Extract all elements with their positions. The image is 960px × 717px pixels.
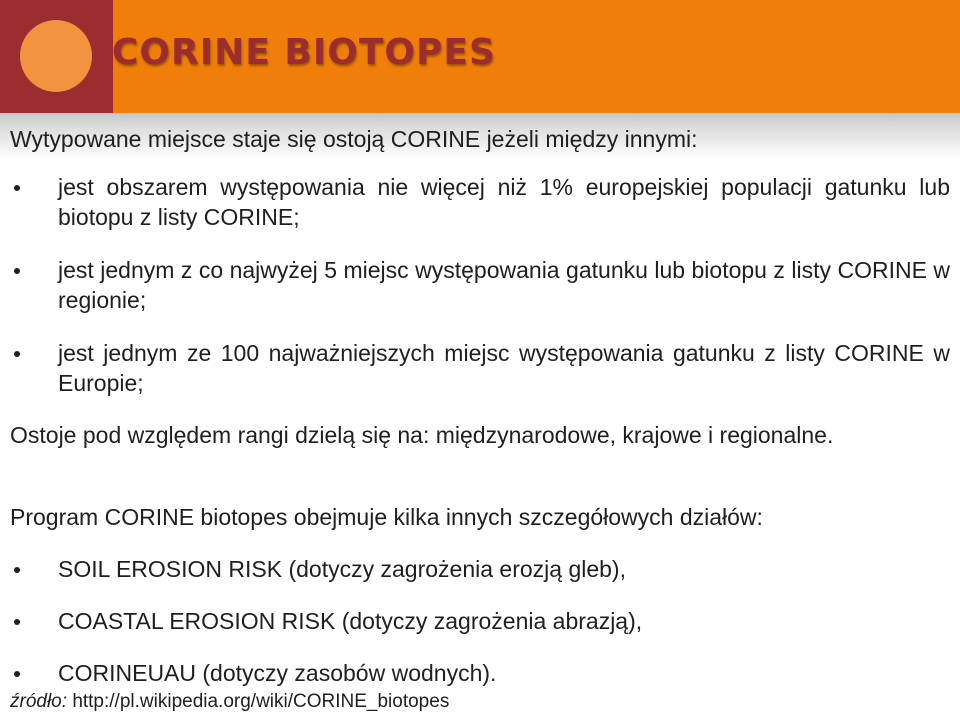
bullet-icon	[14, 185, 20, 191]
bullet-icon	[14, 351, 20, 357]
bullet-icon	[14, 268, 20, 274]
intro-text: Wytypowane miejsce staje się ostoją CORINE jeżeli między innymi:	[10, 126, 698, 152]
program-text: CORINEUAU (dotyczy zasobów wodnych).	[58, 660, 497, 686]
program-text: SOIL EROSION RISK (dotyczy zagrożenia erozją gleb),	[58, 556, 626, 582]
criteria-text: jest obszarem występowania nie więcej niż 1% europejskiej populacji gatunku lub biotopu z listy CORINE;	[58, 174, 950, 230]
criteria-text: jest jednym z co najwyżej 5 miejsc występowania gatunku lub biotopu z listy CORINE w regionie;	[58, 257, 950, 313]
criteria-text: jest jednym ze 100 najważniejszych miejsc występowania gatunku z listy CORINE w Europie;	[58, 340, 950, 396]
bullet-icon	[14, 619, 20, 625]
bullet-icon	[14, 567, 20, 573]
source-line	[10, 690, 449, 714]
source-label: źródło:	[10, 691, 68, 712]
ranks-text: Ostoje pod względem rangi dzielą się na: międzynarodowe, krajowe i regionalne.	[10, 422, 834, 448]
slide-title: CORINE BIOTOPES	[112, 32, 496, 73]
bullet-icon	[14, 671, 20, 677]
source-url: http://pl.wikipedia.org/wiki/CORINE_biotopes	[72, 691, 450, 712]
program-intro-text: Program CORINE biotopes obejmuje kilka innych szczegółowych działów:	[10, 504, 763, 530]
program-text: COASTAL EROSION RISK (dotyczy zagrożenia abrazją),	[58, 608, 643, 634]
header-accent-circle	[20, 20, 92, 92]
